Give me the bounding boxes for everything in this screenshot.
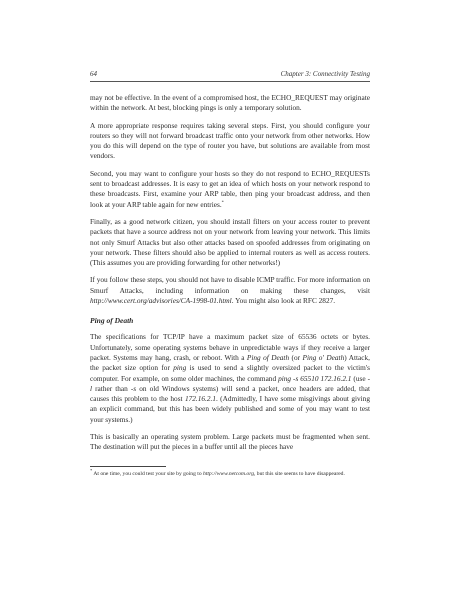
paragraph-text: . You might also look at RFC 2827. (231, 296, 336, 306)
paragraph: Finally, as a good network citizen, you should install filters on your access router to prevent packets that have a source address not on your network from leaving your network. This limits not only Smurf Attacks but also other attacks based on spoofed addresses from originating on your network. These filters should also be applied to internal routers as well as access routers. (This assumes you are providing forwarding for other networks!) (90, 216, 370, 268)
paragraph-text: The specifications for TCP/IP have a maximum packet size of 65536 octets or bytes. Unfortunately, some operating systems behave in unpredictable ways if they receive a larger packet. Systems may hang, crash, or reboot. With a (90, 332, 370, 362)
footnote-marker: * (90, 467, 93, 473)
footnote-reference: * (221, 199, 224, 205)
footnote-text: , but this site seems to have disappeared. (254, 470, 345, 477)
paragraph-text: (use (351, 373, 368, 383)
paragraph-text: Second, you may want to configure your hosts so they do not respond to ECHO_REQUESTs sent to broadcast addresses. It is easy to get an idea of which hosts on your network respond to these broadcasts. First, examine your ARP table, then ping your broadcast address, and then look at your ARP table again for new entries. (90, 168, 370, 209)
running-head (90, 70, 370, 82)
paragraph (90, 332, 370, 425)
term: Ping of Death (246, 352, 290, 362)
command-option: -s (130, 383, 137, 393)
command-option: -l (90, 373, 370, 393)
paragraph: may not be effective. In the event of a compromised host, the ECHO_REQUEST may originate within the network. At best, blocking pings is only a temporary solution. (90, 93, 370, 113)
page-number: 64 (90, 70, 97, 78)
command-name: ping (173, 363, 187, 373)
footnote-rule (90, 466, 166, 467)
paragraph: A more appropriate response requires taking several steps. First, you should configure your routers so they will not forward broadcast traffic onto your network from other networks. How you do this will depend on the type of router you have, but solutions are available from most vendors. (90, 120, 370, 161)
paragraph: This is basically an operating system problem. Large packets must be fragmented when sent. The destination will put the pieces in a buffer until all the pieces have (90, 432, 370, 452)
paragraph (90, 169, 370, 210)
document-page (90, 70, 370, 478)
command-example: ping -s 65510 172.16.2.1 (278, 373, 352, 383)
paragraph-text: on old Windows systems) will send a packet, once headers are added, that causes this problem to the host (90, 383, 370, 404)
footnote (90, 467, 370, 479)
host-address: 172.16.2.1 (184, 394, 216, 404)
paragraph-text: (or (289, 352, 303, 362)
paragraph-text: If you follow these steps, you should not have to disable ICMP traffic. For more information on Smurf Attacks, including information on making these changes, visit (90, 275, 370, 295)
cert-advisory-link[interactable]: http://www.cert.org/advisories/CA-1998-01.html (90, 296, 232, 306)
paragraph-text: ) Attack, the packet size option for (90, 352, 370, 373)
paragraph-text: is used to send a slightly oversized packet to the victim's computer. For example, on some older machines, the command (90, 363, 370, 383)
term: Ping o' Death (302, 352, 345, 362)
paragraph (90, 275, 370, 306)
paragraph-text: . (Admittedly, I have some misgivings about giving an explicit command, but this has been widely published and some of you may want to test your systems.) (90, 394, 370, 424)
chapter-title: Chapter 3: Connectivity Testing (280, 70, 370, 78)
paragraph-text: rather than (92, 383, 131, 393)
footnote-text: At one time, you could test your site by going to (92, 470, 204, 477)
netcom-link[interactable]: http://www.netcom.org (203, 470, 254, 477)
section-heading: Ping of Death (90, 316, 134, 326)
